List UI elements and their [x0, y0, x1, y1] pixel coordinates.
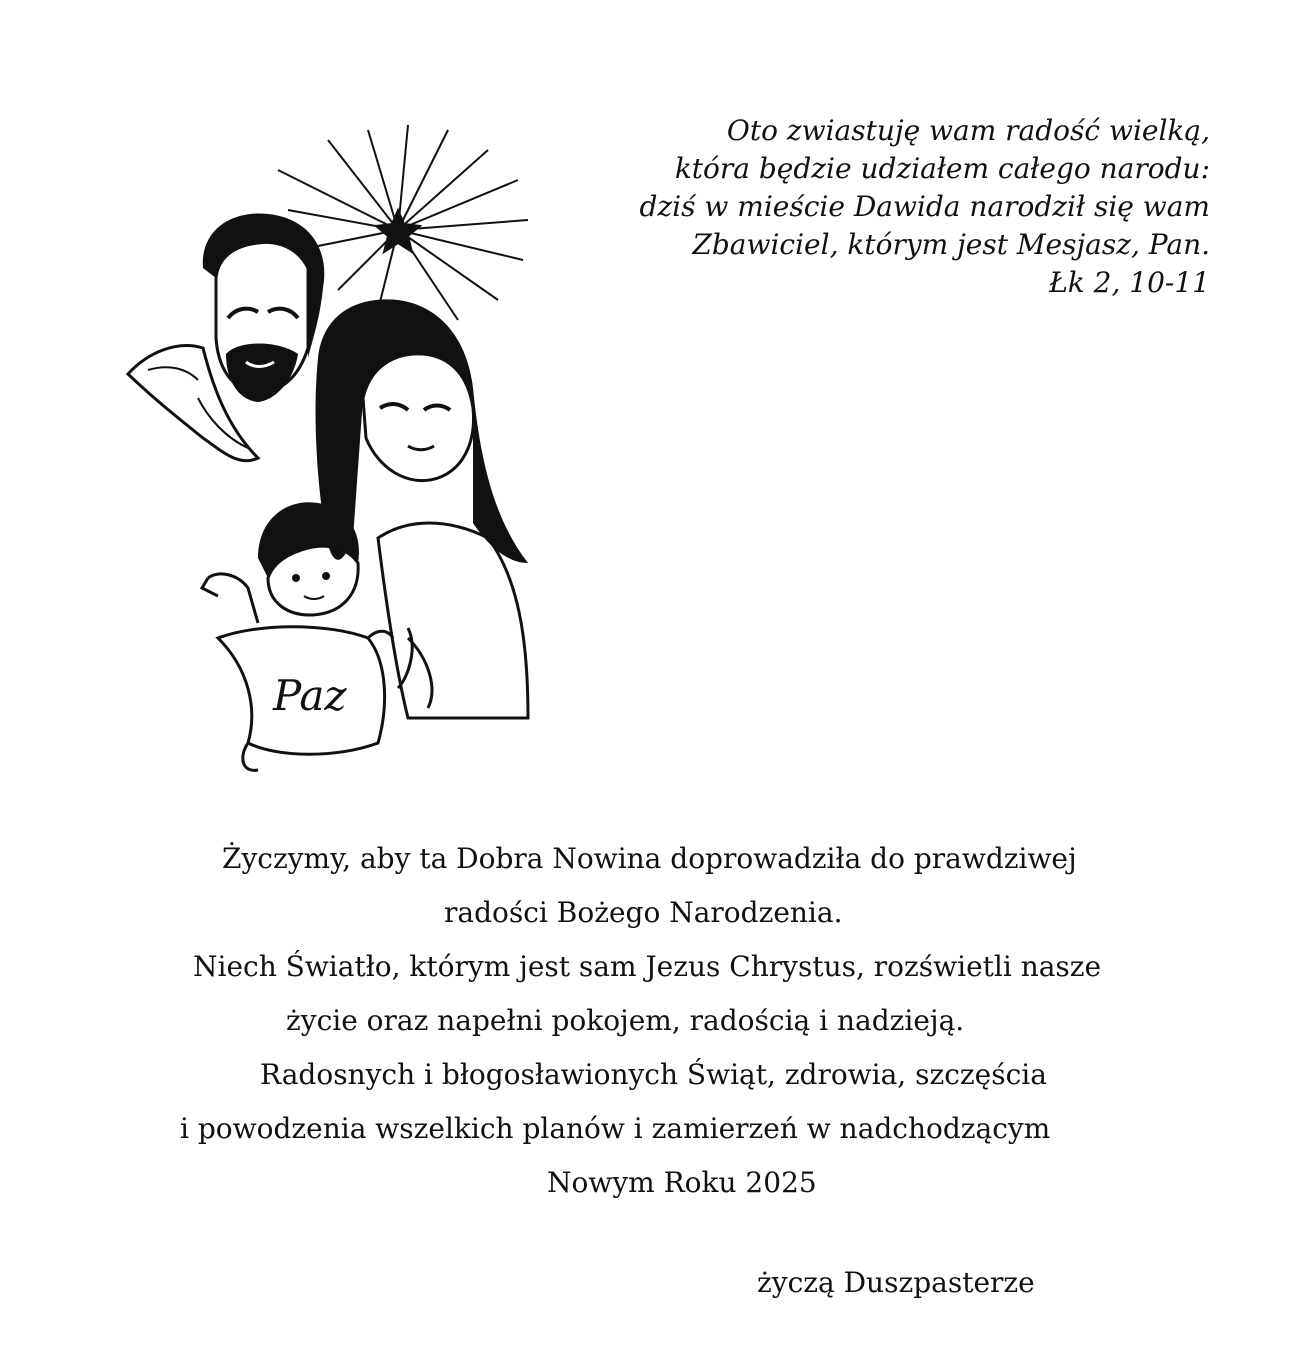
wishes-line: i powodzenia wszelkich planów i zamierzeń w nadchodzącym — [180, 1112, 1051, 1145]
signature: życzą Duszpasterze — [757, 1266, 1035, 1299]
wishes-line: radości Bożego Narodzenia. — [444, 896, 843, 929]
wishes-line: życie oraz napełni pokojem, radością i nadzieją. — [286, 1004, 965, 1037]
scripture-quote — [590, 112, 1210, 302]
joseph-figure — [128, 214, 324, 461]
holy-family-illustration — [108, 118, 548, 798]
quote-reference: Łk 2, 10-11 — [1049, 266, 1210, 299]
quote-line: dziś w mieście Dawida narodził się wam — [639, 190, 1210, 223]
quote-line: Oto zwiastuję wam radość wielką, — [726, 114, 1210, 147]
scroll-banner — [218, 627, 393, 771]
wishes-line: Życzymy, aby ta Dobra Nowina doprowadziła do prawdziwej — [222, 842, 1077, 875]
wishes-line: Nowym Roku 2025 — [547, 1166, 817, 1199]
quote-line: Zbawiciel, którym jest Mesjasz, Pan. — [692, 228, 1210, 261]
quote-line: która będzie udziałem całego narodu: — [674, 152, 1210, 185]
wishes-line: Radosnych i błogosławionych Świąt, zdrowia, szczęścia — [260, 1058, 1047, 1091]
wishes-line: Niech Światło, którym jest sam Jezus Chrystus, rozświetli nasze — [193, 950, 1102, 983]
child-figure — [202, 502, 359, 623]
scroll-text: Paz — [273, 671, 347, 720]
